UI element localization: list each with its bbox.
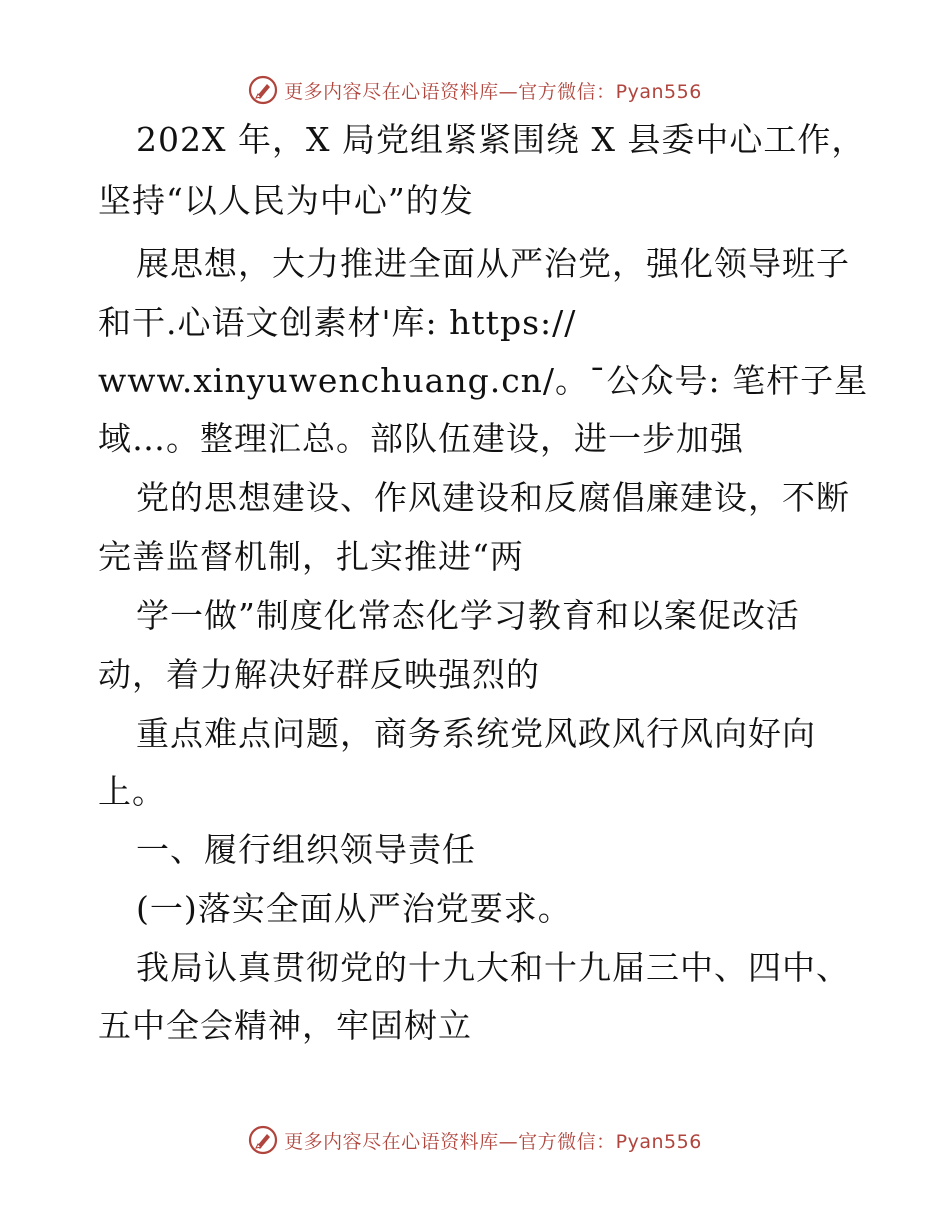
section-heading: 一、履行组织领导责任 [136,830,476,869]
text-line: 党的思想建设、作风建设和反腐倡廉建设，不断 [136,478,850,517]
text-line: 坚持“以人民为中心”的发 [98,181,474,220]
text-line: 上。 [98,772,166,811]
subsection-heading: (一)落实全面从严治党要求。 [136,889,572,928]
text-line: www.xinyuwenchuang.cn/。¯公众号: 笔杆子星 [98,361,869,400]
text-line: 和干.心语文创素材'库: https:// [98,303,577,342]
pen-logo-icon [248,1125,278,1155]
text-line: 完善监督机制，扎实推进“两 [98,537,524,576]
header-watermark-text: 更多内容尽在心语资料库—官方微信：Pyan556 [284,80,702,103]
header-watermark-banner [0,70,950,110]
text-line: 域…。整理汇总。部队伍建设，进一步加强 [98,419,744,458]
text-line: 重点难点问题，商务系统党风政风行风向好向 [136,714,816,753]
text-line: 学一做”制度化常态化学习教育和以案促改活 [136,596,800,635]
text-line: 五中全会精神，牢固树立 [98,1006,472,1045]
pen-logo-icon [248,75,278,105]
text-line: 我局认真贯彻党的十九大和十九届三中、四中、 [136,948,850,987]
text-line: 202X 年，X 局党组紧紧围绕 X 县委中心工作， [136,120,866,159]
footer-watermark-text: 更多内容尽在心语资料库—官方微信：Pyan556 [284,1130,702,1153]
footer-watermark-banner [0,1120,950,1160]
text-line: 展思想，大力推进全面从严治党，强化领导班子 [136,244,850,283]
text-line: 动，着力解决好群反映强烈的 [98,655,540,694]
